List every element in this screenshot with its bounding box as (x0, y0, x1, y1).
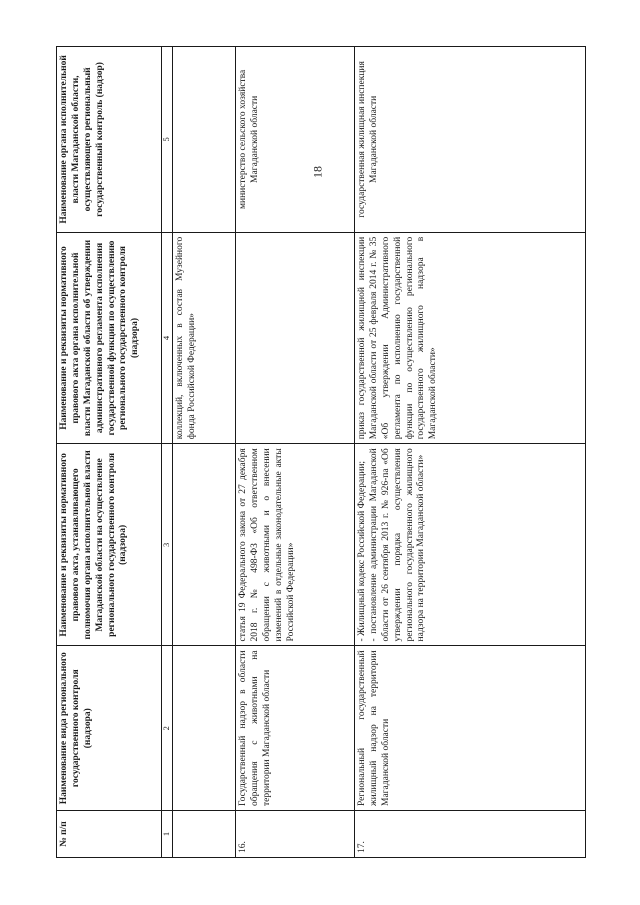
row-law-line: - постановление администрации Магаданской области от 26 сентября 2013 г. № 926-па «Об утверждении порядка осуществления регионального государственного жилищного надзора на территории Магаданской области» (368, 448, 427, 642)
header-kind: Наименование вида регионального государственного контроля (надзора) (57, 646, 162, 811)
continuation-text: коллекций, включенных в состав Музейного фонда Российской Федерации» (173, 232, 236, 444)
row-num: 16. (236, 811, 355, 858)
column-number: 1 (162, 811, 173, 858)
header-organ: Наименование органа исполнительной власти Магаданской области, осуществляющего региональный государственный контроль (надзор) (57, 47, 162, 233)
continuation-row (173, 47, 236, 858)
row-kind: Региональный государственный жилищный надзор на территории Магаданской области (355, 646, 586, 811)
row-regulation (236, 232, 355, 444)
column-number: 4 (162, 232, 173, 444)
row-organ: государственная жилищная инспекция Магаданской области (355, 47, 586, 233)
column-numbers-row (162, 47, 173, 858)
row-law (355, 444, 586, 646)
control-types-table (56, 46, 586, 858)
page-number: 18 (310, 166, 325, 178)
table-row (355, 47, 586, 858)
column-number: 5 (162, 47, 173, 233)
row-kind: Государственный надзор в области обращения с животными на территории Магаданской области (236, 646, 355, 811)
row-law: статья 19 Федерального закона от 27 декабря 2018 г. № 498-ФЗ «Об ответственном обращении с животными и о внесении изменений в отдельные законодательные акты Российской Федерации» (236, 444, 355, 646)
column-number: 2 (162, 646, 173, 811)
header-regulation: Наименование и реквизиты нормативного правового акта органа исполнительной власти Магаданской области об утверждении административного регламента исполнения государственной функции по осуществлению регионального государственного контроля (надзора) (57, 232, 162, 444)
header-law: Наименование и реквизиты нормативного правового акта, устанавливающего полномочия органа исполнительной власти Магаданской области на осуществление регионального государственного контроля (надзора) (57, 444, 162, 646)
row-law-line: - Жилищный кодекс Российской Федерации; (357, 460, 367, 642)
row-regulation: приказ государственной жилищной инспекции Магаданской области от 25 февраля 2014 г. № 35 «Об утверждении Административного регламента по исполнению государственной функции по осуществлению регионального государственного жилищного надзора в Магаданской области» (355, 232, 586, 444)
row-organ: министерство сельского хозяйства Магаданской области (236, 47, 355, 233)
rotated-table-wrapper (56, 46, 586, 858)
table-row (236, 47, 355, 858)
header-num: № п/п (57, 811, 162, 858)
column-number: 3 (162, 444, 173, 646)
row-num: 17. (355, 811, 586, 858)
table-header-row (57, 47, 162, 858)
